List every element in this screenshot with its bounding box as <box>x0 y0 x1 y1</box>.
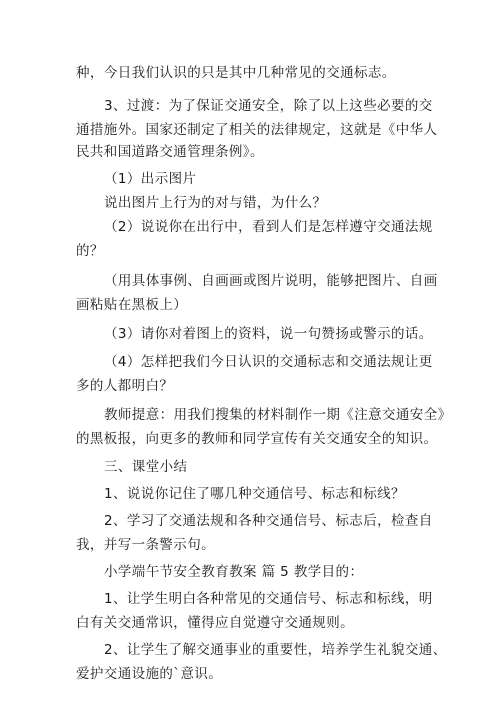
text-line: 教师提意：用我们搜集的材料制作一期《注意交通安全》 <box>104 407 452 423</box>
text-line: （2）说说你在出行中，看到人们是怎样遵守交通法规 <box>104 219 433 235</box>
text-line: 1、说说你记住了哪几种交通信号、标志和标线？ <box>104 486 405 502</box>
text-line: 说出图片上行为的对与错，为什么？ <box>104 195 327 211</box>
text-line: 多的人都明白？ <box>76 378 174 394</box>
text-line: 种，今日我们认识的只是其中几种常见的交通标志。 <box>76 65 396 81</box>
text-line: 3、过渡：为了保证交通安全，除了以上这些必要的交 <box>104 98 433 114</box>
text-line: （4）怎样把我们今日认识的交通标志和交通法规让更 <box>104 354 433 370</box>
text-line: 的黑板报，向更多的教师和同学宣传有关交通安全的知识。 <box>76 431 438 447</box>
text-line: （1）出示图片 <box>104 171 197 187</box>
section-heading: 三、课堂小结 <box>104 459 188 475</box>
text-line: 1、让学生明白各种常见的交通信号、标志和标线，明 <box>104 591 433 607</box>
text-line: （3）请你对着图上的资料，说一句赞扬或警示的话。 <box>104 326 433 342</box>
text-line: 2、让学生了解交通事业的重要性，培养学生礼貌交通、 <box>104 642 447 658</box>
text-line: 我，并写一条警示句。 <box>76 537 215 553</box>
text-line: 画粘贴在黑板上） <box>76 297 188 313</box>
text-line: 通措施外。国家还制定了相关的法律规定，这就是《中华人 <box>76 122 438 138</box>
text-line: 民共和国道路交通管理条例》。 <box>76 144 264 160</box>
text-line: 白有关交通常识，懂得应自觉遵守交通规则。 <box>76 615 354 631</box>
text-line: （用具体事例、自画画或图片说明，能够把图片、自画 <box>104 273 438 289</box>
text-line: 爱护交通设施的`意识。 <box>76 666 223 682</box>
text-line: 2、学习了交通法规和各种交通信号、标志后，检查自 <box>104 513 433 529</box>
lesson-title: 小学端午节安全教育教案 篇 5 教学目的： <box>104 564 364 580</box>
text-line: 的？ <box>76 243 104 259</box>
